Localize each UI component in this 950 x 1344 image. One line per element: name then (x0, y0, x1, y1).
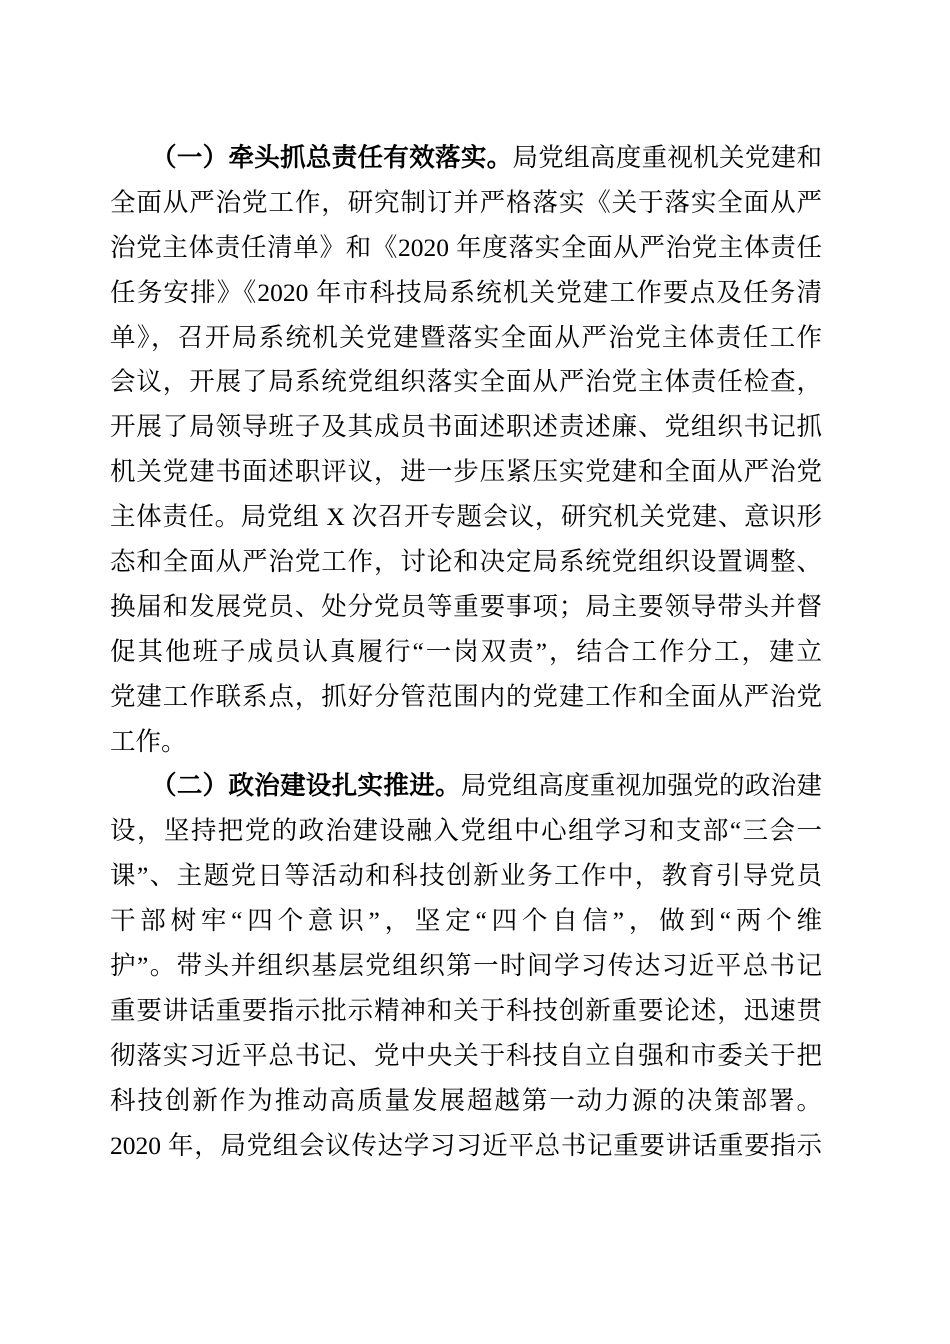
text-line: 科技创新作为推动高质量发展超越第一动力源的决策部署。 (110, 1085, 822, 1115)
text-line: 设，坚持把党的政治建设融入党组中心组学习和支部“三会一 (110, 816, 822, 846)
text-line: 任务安排》《2020 年市科技局系统机关党建工作要点及任务清 (110, 277, 822, 307)
text-run: 局党组高度重视加强党的政治建 (460, 771, 822, 801)
text-line: 彻落实习近平总书记、党中央关于科技自立自强和市委关于把 (110, 1040, 822, 1070)
document-body (110, 136, 822, 1168)
text-line: 全面从严治党工作，研究制订并严格落实《关于落实全面从严 (110, 187, 822, 217)
text-line: 促其他班子成员认真履行“一岗双责”，结合工作分工，建立 (110, 636, 822, 666)
text-line: 课”、主题党日等活动和科技创新业务工作中，教育引导党员 (110, 861, 822, 891)
text-line: 开展了局领导班子及其成员书面述职述责述廉、党组织书记抓 (110, 412, 822, 442)
text-line (110, 764, 822, 809)
text-line: 主体责任。局党组 X 次召开专题会议，研究机关党建、意识形 (110, 502, 822, 532)
text-line: 护”。带头并组织基层党组织第一时间学习传达习近平总书记 (110, 951, 822, 981)
text-line: 治党主体责任清单》和《2020 年度落实全面从严治党主体责任 (110, 232, 822, 262)
text-line: 重要讲话重要指示批示精神和关于科技创新重要论述，迅速贯 (110, 995, 822, 1025)
section-2-heading: （二）政治建设扎实推进。 (151, 771, 461, 801)
section-1-heading: （一）牵头抓总责任有效落实。 (151, 143, 513, 172)
text-line: 2020 年，局党组会议传达学习习近平总书记重要讲话重要指示 (110, 1130, 822, 1160)
text-line: 会议，开展了局系统党组织落实全面从严治党主体责任检查， (110, 367, 822, 397)
text-run: 局党组高度重视机关党建和 (512, 143, 822, 172)
text-line (110, 136, 822, 181)
text-line: 换届和发展党员、处分党员等重要事项；局主要领导带头并督 (110, 591, 822, 621)
text-line: 机关党建书面述职评议，进一步压紧压实党建和全面从严治党 (110, 457, 822, 487)
text-line: 工作。 (110, 726, 187, 756)
text-line: 干部树牢“四个意识”，坚定“四个自信”，做到“两个维 (110, 906, 822, 936)
text-line: 单》，召开局系统机关党建暨落实全面从严治党主体责任工作 (110, 322, 822, 352)
text-line: 态和全面从严治党工作，讨论和决定局系统党组织设置调整、 (110, 547, 822, 577)
text-line: 党建工作联系点，抓好分管范围内的党建工作和全面从严治党 (110, 681, 822, 711)
